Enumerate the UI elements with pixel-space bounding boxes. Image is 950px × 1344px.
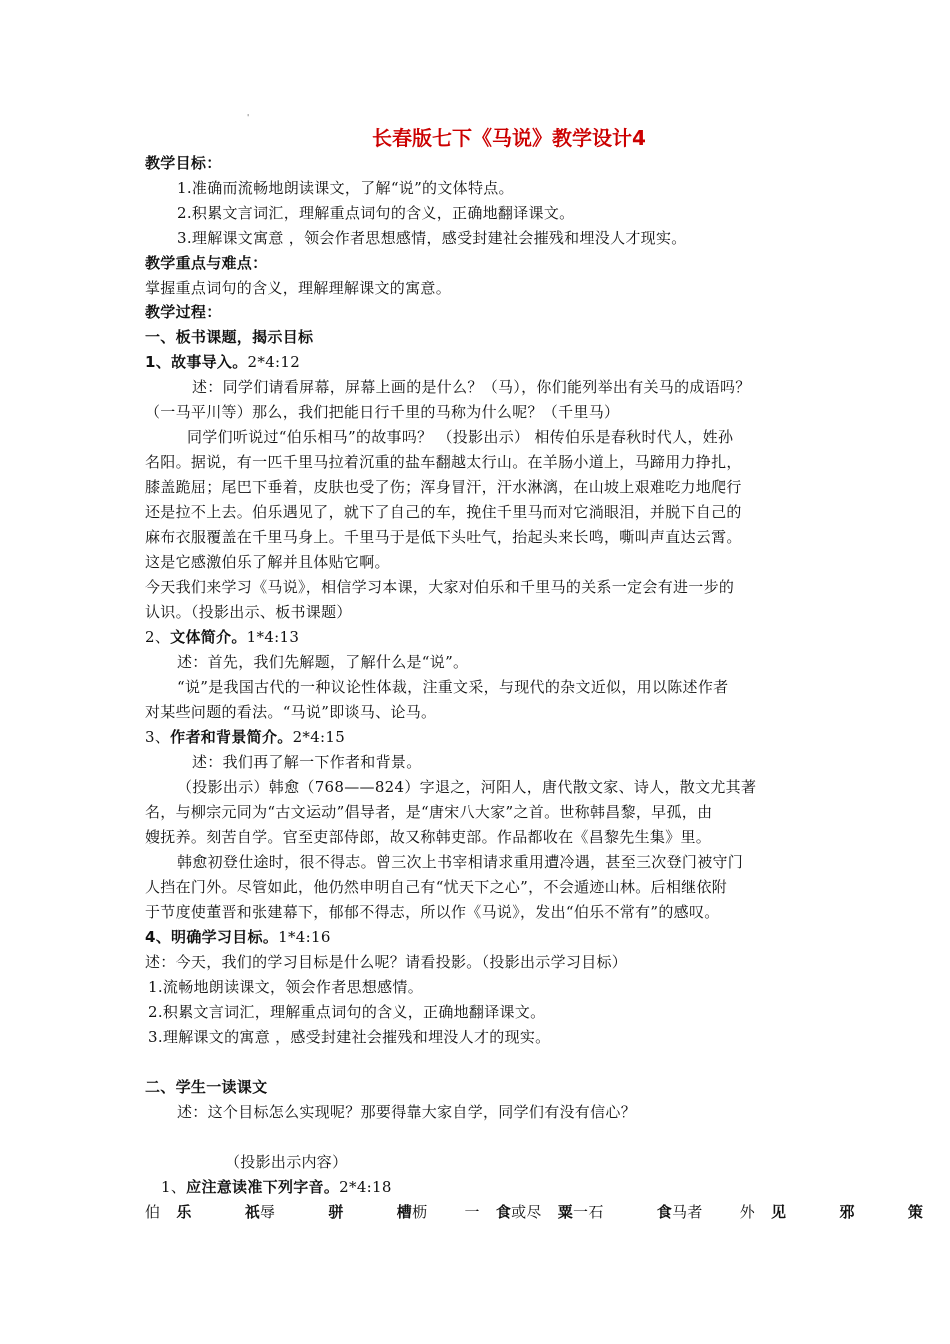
goal-item: 2.积累文言词汇，理解重点词句的含义，正确地翻译课文。 bbox=[148, 1003, 546, 1021]
section-heading: 一、板书课题，揭示目标 bbox=[145, 328, 314, 346]
subsection-number: 2、 bbox=[145, 628, 171, 646]
paragraph-line: 述：这个目标怎么实现呢？那要得靠大家自学，同学们有没有信心？ bbox=[177, 1103, 637, 1121]
pron-word: 槽枥 bbox=[396, 1203, 428, 1221]
pron-word: 伯 乐 bbox=[145, 1203, 192, 1221]
paragraph-line: 述：今天，我们的学习目标是什么呢？请看投影。（投影出示学习目标） bbox=[145, 953, 628, 971]
corner-mark: ' bbox=[247, 113, 250, 122]
pron-word: 祇辱 bbox=[244, 1203, 276, 1221]
paragraph-line: （一马平川等）那么，我们把能日行千里的马称为什么呢？（千里马） bbox=[145, 403, 620, 421]
subsection-label: 4、明确学习目标。 bbox=[145, 928, 279, 946]
subsection-label: 应注意读准下列字音。 bbox=[186, 1178, 340, 1196]
paragraph-line: “说”是我国古代的一种议论性体裁，注重文采，与现代的杂文近似，用以陈述作者 bbox=[177, 678, 729, 696]
paragraph-line: 认识。（投影出示、板书课题） bbox=[145, 603, 352, 621]
paragraph-line: 这是它感激伯乐了解并且体贴它啊。 bbox=[145, 553, 390, 571]
subsection-heading bbox=[161, 1177, 392, 1197]
paragraph-line: 对某些问题的看法。“马说”即谈马、论马。 bbox=[145, 703, 437, 721]
paragraph-line: 同学们听说过“伯乐相马”的故事吗？ （投影出示） 相传伯乐是春秋时代人，姓孙 bbox=[187, 428, 734, 446]
subsection-label: 作者和背景简介。 bbox=[170, 728, 293, 746]
time-code: 1*4:16 bbox=[278, 928, 331, 946]
projection-note: （投影出示内容） bbox=[225, 1153, 348, 1171]
paragraph-line: 嫂抚养。刻苦自学。官至吏部侍郎，故又称韩吏部。作品都收在《昌黎先生集》里。 bbox=[145, 828, 712, 846]
pron-word: 策 bbox=[907, 1203, 924, 1221]
document-title: 长春版七下《马说》教学设计4 bbox=[372, 126, 646, 150]
time-code: 2*4:15 bbox=[292, 728, 346, 746]
pronunciation-list bbox=[145, 1202, 950, 1222]
paragraph-line: 述：首先，我们先解题，了解什么是“说”。 bbox=[177, 653, 469, 671]
subsection-heading bbox=[145, 352, 300, 372]
paragraph-line: 膝盖跪屈；尾巴下垂着，皮肤也受了伤；浑身冒汗，汗水淋漓，在山坡上艰难吃力地爬行 bbox=[145, 478, 742, 496]
pron-word: 骈 bbox=[328, 1203, 344, 1221]
goal-item: 3.理解课文的寓意 ，感受封建社会摧残和埋没人才的现实。 bbox=[148, 1028, 551, 1046]
subsection-number: 3、 bbox=[145, 728, 171, 746]
time-code: 1*4:13 bbox=[246, 628, 300, 646]
subsection-label: 1、故事导入。 bbox=[145, 353, 248, 371]
paragraph-line: 人挡在门外。尽管如此，他仍然申明自己有“忧天下之心”，不会遁迹山林。后相继依附 bbox=[145, 878, 728, 896]
key-heading: 教学重点与难点： bbox=[145, 254, 268, 272]
pron-word: 食马者 bbox=[656, 1203, 703, 1221]
key-text: 掌握重点词句的含义，理解理解课文的寓意。 bbox=[145, 279, 452, 297]
process-heading: 教学过程： bbox=[145, 303, 222, 321]
subsection-number: 1、 bbox=[161, 1178, 187, 1196]
time-code: 2*4:12 bbox=[247, 353, 301, 371]
section-heading: 二、学生一读课文 bbox=[145, 1078, 268, 1096]
paragraph-line: 述：我们再了解一下作者和背景。 bbox=[192, 753, 422, 771]
paragraph-line: （投影出示）韩愈（768——824）字退之，河阳人，唐代散文家、诗人，散文尤其著 bbox=[177, 778, 757, 796]
goal-item: 3.理解课文寓意 ，领会作者思想感情，感受封建社会摧残和埋没人才现实。 bbox=[177, 229, 687, 247]
subsection-heading bbox=[145, 927, 331, 947]
pron-word: 外 见 bbox=[739, 1203, 787, 1221]
goals-heading: 教学目标： bbox=[145, 154, 222, 172]
paragraph-line: 名，与柳宗元同为“古文运动”倡导者，是“唐宋八大家”之首。世称韩昌黎，早孤，由 bbox=[145, 803, 713, 821]
goal-item: 1.流畅地朗读课文，领会作者思想感情。 bbox=[148, 978, 424, 996]
subsection-heading bbox=[145, 727, 345, 747]
pron-word: 一 食或尽 粟一石 bbox=[464, 1203, 604, 1221]
paragraph-line: 述：同学们请看屏幕，屏幕上画的是什么？（马），你们能列举出有关马的成语吗？ bbox=[192, 378, 751, 396]
subsection-label: 文体简介。 bbox=[170, 628, 247, 646]
paragraph-line: 麻布衣服覆盖在千里马身上。千里马于是低下头吐气，抬起头来长鸣，嘶叫声直达云霄。 bbox=[145, 528, 742, 546]
paragraph-line: 还是拉不上去。伯乐遇见了，就下了自己的车，挽住千里马而对它淌眼泪，并脱下自己的 bbox=[145, 503, 742, 521]
goal-item: 1.准确而流畅地朗读课文，了解“说”的文体特点。 bbox=[177, 179, 514, 197]
goal-item: 2.积累文言词汇，理解重点词句的含义，正确地翻译课文。 bbox=[177, 204, 575, 222]
paragraph-line: 今天我们来学习《马说》，相信学习本课，大家对伯乐和千里马的关系一定会有进一步的 bbox=[145, 578, 735, 596]
subsection-heading bbox=[145, 627, 299, 647]
paragraph-line: 名阳。据说，有一匹千里马拉着沉重的盐车翻越太行山。在羊肠小道上，马蹄用力挣扎， bbox=[145, 453, 742, 471]
time-code: 2*4:18 bbox=[339, 1178, 392, 1196]
paragraph-line: 韩愈初登仕途时，很不得志。曾三次上书宰相请求重用遭冷遇，甚至三次登门被守门 bbox=[177, 853, 744, 871]
paragraph-line: 于节度使董晋和张建幕下，郁郁不得志，所以作《马说》，发出“伯乐不常有”的感叹。 bbox=[145, 903, 720, 921]
pron-word: 邪 bbox=[839, 1203, 855, 1221]
